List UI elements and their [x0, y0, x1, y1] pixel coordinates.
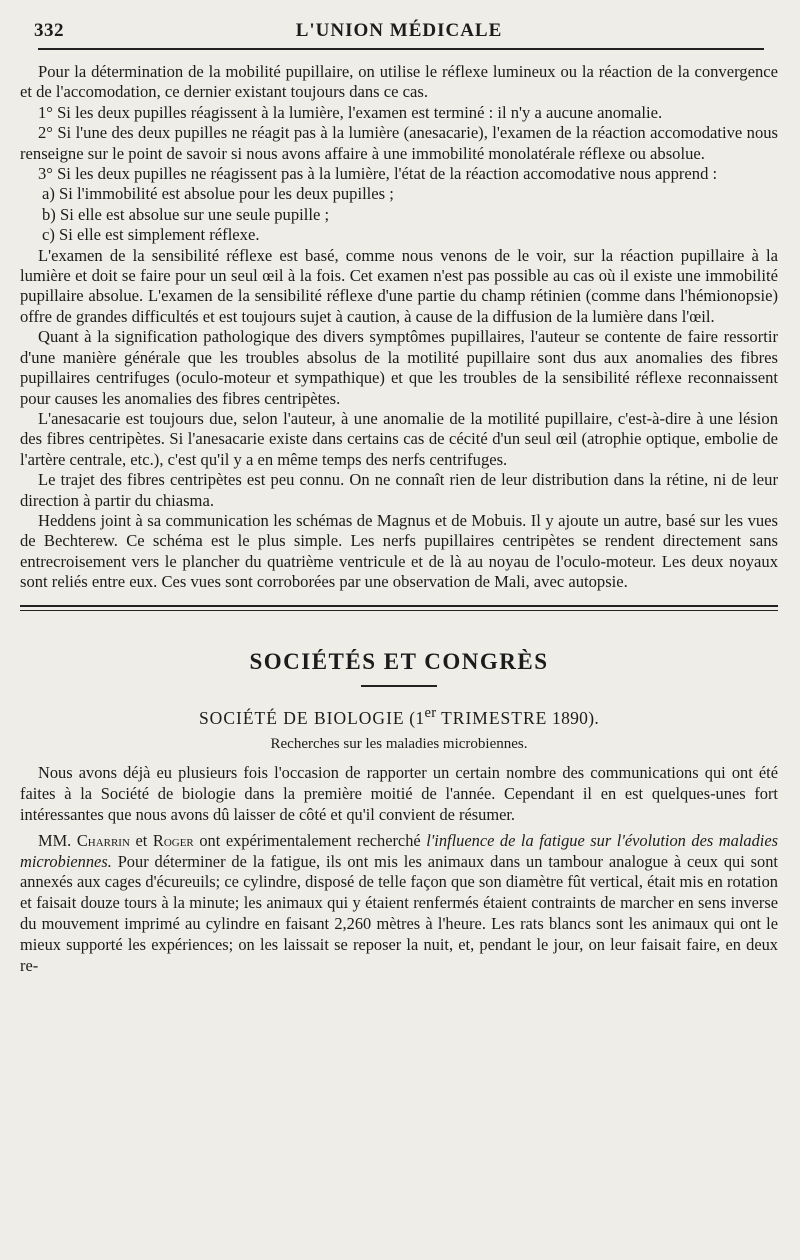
list-item: b) Si elle est absolue sur une seule pupille ;: [42, 204, 330, 224]
title-underline: [361, 685, 437, 687]
society-heading: [20, 705, 778, 729]
paragraph: 3° Si les deux pupilles ne réagissent pas à la lumière, l'état de la réaction accomodative nous apprend :: [38, 164, 718, 184]
period-sup: er: [424, 704, 437, 721]
section-divider: [20, 605, 778, 611]
author-name: Roger: [152, 830, 194, 850]
paragraph: 1° Si les deux pupilles réagissent à la lumière, l'examen est terminé : il n'y a aucune anomalie.: [38, 102, 663, 122]
paragraph: Pour la détermination de la mobilité pupillaire, on utilise le réflexe lumineux ou la réaction de la convergence et de l'accomodation, ce dernier existant toujours dans ce cas.: [20, 62, 778, 102]
lead: MM.: [38, 830, 72, 850]
period-year: 1890).: [552, 707, 600, 728]
list-item: a) Si l'immobilité est absolue pour les deux pupilles ;: [42, 184, 394, 204]
period-word: TRIMESTRE: [441, 707, 548, 728]
paragraph: Quant à la signification pathologique des divers symptômes pupillaires, l'auteur se contente de faire ressortir d'une manière générale que les troubles absolus de la motilité pupillaire sont dus aux anomalies des fibres pupillaires centrifuges (oculo-moteur et sympathique) et que les troubles de la sensibilité réflexe reconnaissent pour causes les anomalies des fibres centripètes.: [20, 327, 778, 408]
paragraph: L'examen de la sensibilité réflexe est basé, comme nous venons de le voir, sur la réaction pupillaire à la lumière et doit se faire pour un seul œil à la fois. Cet examen n'est pas possible au cas où il existe une immobilité pupillaire absolue. L'examen de la sensibilité réflexe d'une partie du champ rétinien (comme dans l'hémionopsie) offre de grandes difficultés et est toujours sujet à caution, à cause de la diffusion de la lumière dans l'œil.: [20, 245, 778, 326]
article-body: [20, 62, 778, 593]
paragraph: 2° Si l'une des deux pupilles ne réagit pas à la lumière (anesacarie), l'examen de la réaction accomodative nous renseigne sur le point de savoir si nous avons affaire à une immobilité monolatérale réflexe ou absolue.: [20, 123, 778, 163]
period-open: (1: [409, 707, 425, 728]
text: ont expérimentalement recherché: [199, 830, 421, 850]
subsection-title: Recherches sur les maladies microbiennes.: [270, 736, 528, 753]
author-name: Charrin: [76, 830, 130, 850]
journal-title: L'UNION MÉDICALE: [295, 20, 503, 41]
paragraph: Le trajet des fibres centripètes est peu connu. On ne connaît rien de leur distribution dans la rétine, ni de leur direction à partir du chiasma.: [20, 470, 778, 510]
header-rule: [38, 48, 764, 50]
section-title: SOCIÉTÉS ET CONGRÈS: [249, 648, 549, 674]
page-number: 332: [34, 20, 64, 41]
text: Pour déterminer de la fatigue, ils ont mis les animaux dans un tambour analogue à ceux qui sont annexés aux cages d'écureuils; ce cylindre, disposé de telle façon que son diamètre fût vertical, était mis en rotation et faisait douze tours à la minute; les animaux qui y étaient renfermés étaient contraints de marcher en sens inverse du mouvement imprimé au cylindre en faisant 2,260 mètres à l'heure. Les rats blancs sont les animaux qui ont le mieux supporté les expériences; on les laissait se reposer la nuit, et, pendant le jour, on leur faisait faire, en deux re-: [20, 851, 778, 975]
running-head: [20, 18, 778, 44]
society-name: SOCIÉTÉ DE BIOLOGIE: [198, 707, 405, 728]
section-body: [20, 763, 778, 976]
italic-title: l'influence de la fatigue sur l'évolution des maladies microbiennes.: [20, 830, 778, 871]
conjunction: et: [135, 830, 148, 850]
paragraph: [20, 831, 778, 977]
paragraph: Nous avons déjà eu plusieurs fois l'occasion de rapporter un certain nombre des communications qui ont été faites à la Société de biologie dans la première moitié de l'année. Cependant il en est quelques-unes fort intéressantes que nous avons dû laisser de côté et qu'il convient de résumer.: [20, 763, 778, 824]
paragraph: Heddens joint à sa communication les schémas de Magnus et de Mobuis. Il y ajoute un autre, basé sur les vues de Bechterew. Ce schéma est le plus simple. Les nerfs pupillaires centripètes se rendent directement sans entrecroisement vers le plancher du quatrième ventricule et de là au noyau de l'oculo-moteur. Les deux noyaux sont reliés entre eux. Ces vues sont corroborées par une observation de Mali, avec autopsie.: [20, 510, 778, 592]
list-item: c) Si elle est simplement réflexe.: [42, 225, 260, 245]
paragraph: L'anesacarie est toujours due, selon l'auteur, à une anomalie de la motilité pupillaire, c'est-à-dire à une lésion des fibres centripètes. Si l'anesacarie existe dans certains cas de cécité d'un seul œil (atrophie optique, embolie de l'artère centrale, etc.), c'est qu'il y a en même temps des nerfs centrifuges.: [20, 408, 778, 469]
